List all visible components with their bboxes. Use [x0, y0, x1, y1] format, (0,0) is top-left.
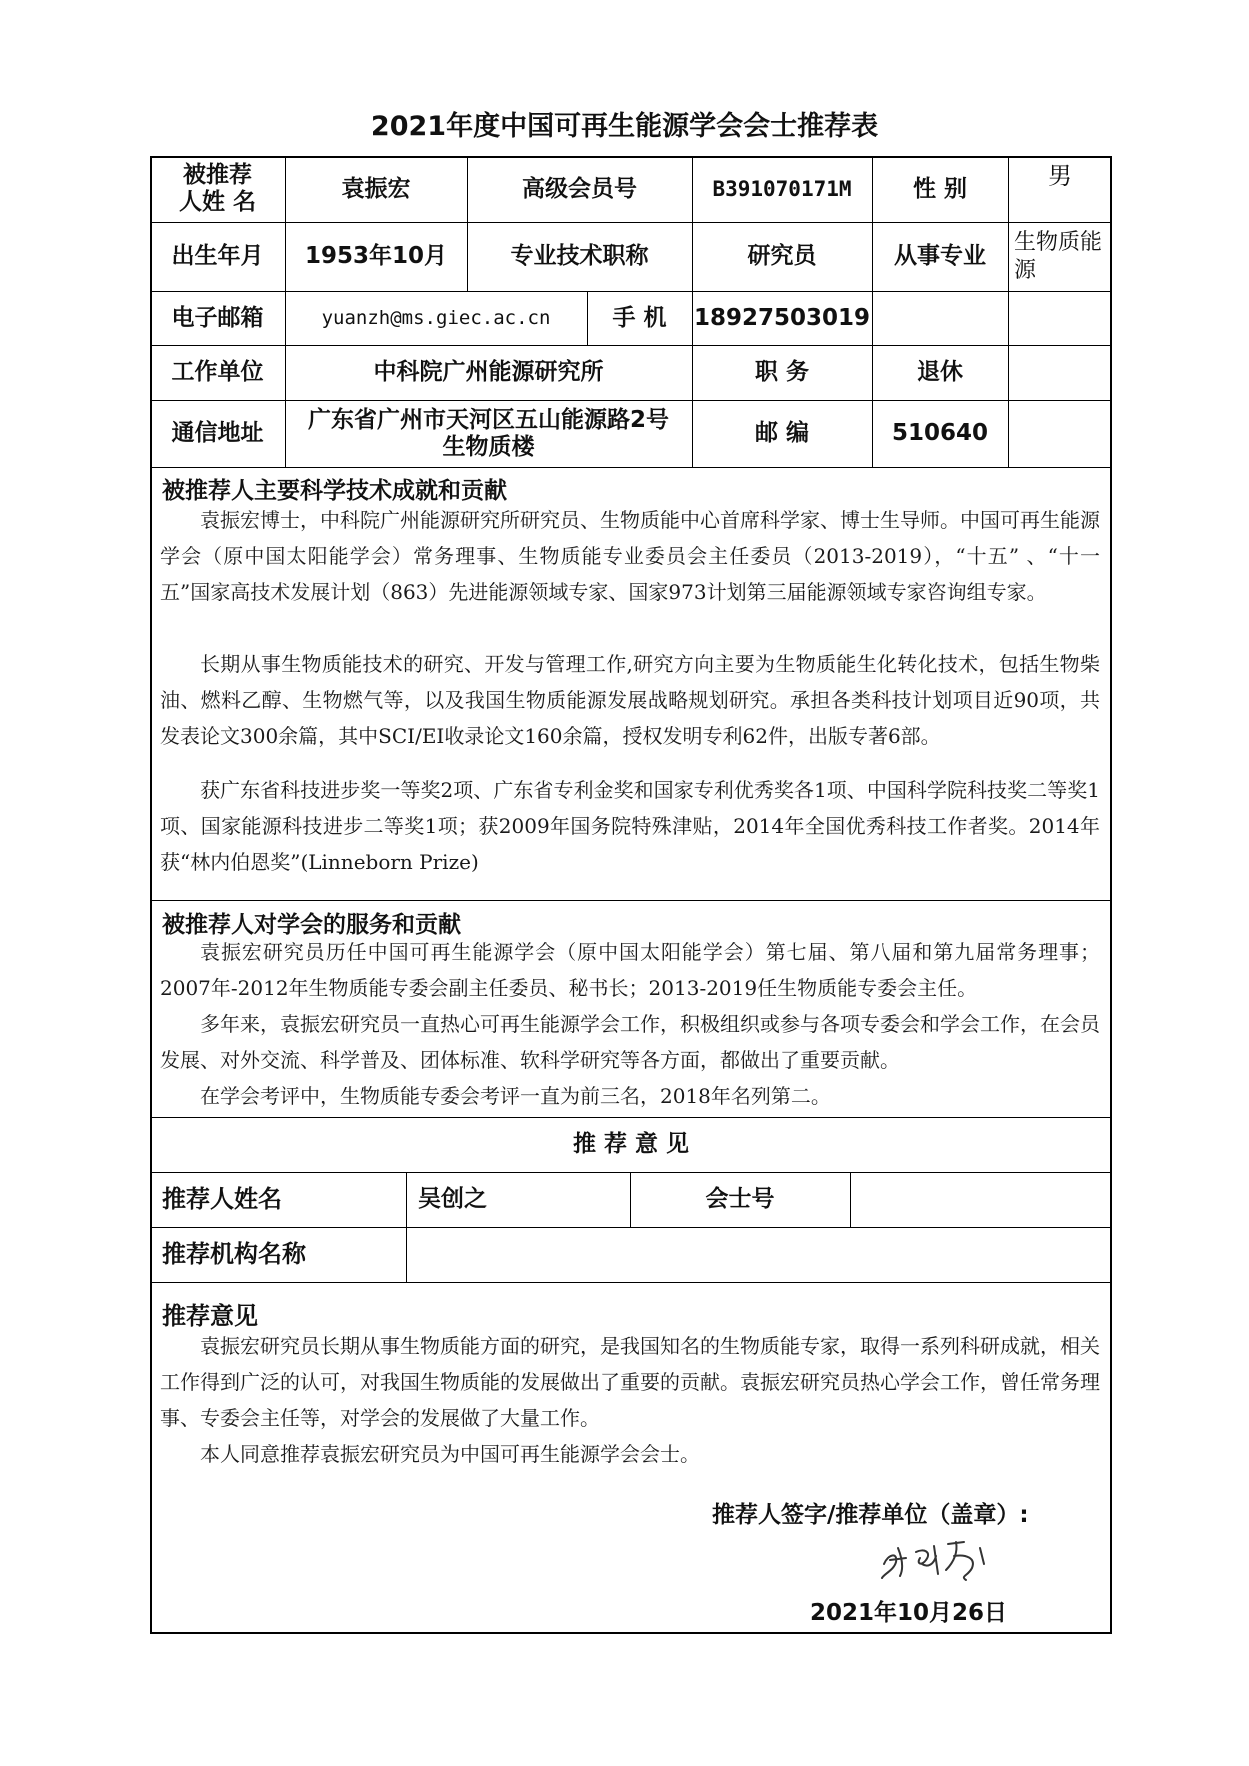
form-title: 2021年度中国可再生能源学会会士推荐表: [370, 111, 879, 142]
row-divider: [150, 467, 1112, 468]
member-no-label: 高级会员号: [522, 175, 637, 202]
service-paragraph: 多年来，袁振宏研究员一直热心可再生能源学会工作，积极组织或参与各项专委会和学会工作，在会员发展、对外交流、科学普及、团体标准、软科学研究等各方面，都做出了重要贡献。: [160, 1012, 1100, 1072]
fellow-no: [850, 1172, 1112, 1227]
work-unit: 中科院广州能源研究所: [373, 359, 604, 385]
col-divider: [1008, 156, 1009, 467]
org-name: [406, 1227, 1112, 1282]
address-label: 通信地址: [171, 420, 264, 446]
opinion-heading: 推荐意见: [162, 1302, 258, 1330]
recommender-name: 吴创之: [418, 1186, 487, 1212]
zip-code: 510640: [891, 420, 989, 446]
handwritten-signature: [876, 1534, 1006, 1586]
birth-label: 出生年月: [171, 243, 264, 269]
recommendation-section-title: 推 荐 意 见: [572, 1131, 690, 1157]
fellow-no-label: 会士号: [705, 1186, 775, 1212]
email: yuanzh@ms.giec.ac.cn: [321, 306, 551, 329]
row-divider: [150, 1282, 1112, 1283]
gender: 男: [1048, 161, 1072, 190]
achievements-heading: 被推荐人主要科学技术成就和贡献: [162, 478, 507, 504]
signature-date: 2021年10月26日: [810, 1600, 1008, 1626]
birth-date: 1953年10月: [304, 243, 448, 269]
address: 广东省广州市天河区五山能源路2号 生物质楼: [307, 406, 669, 460]
mobile-label: 手 机: [612, 304, 667, 331]
position: 退休: [917, 359, 963, 385]
service-paragraph: 袁振宏研究员历任中国可再生能源学会（原中国太阳能学会）第七届、第八届和第九届常务理事；2007年-2012年生物质能专委会副主任委员、秘书长；2013-2019任生物质能专委会主任。: [160, 940, 1100, 1000]
job-title: 研究员: [747, 243, 817, 269]
org-label: 推荐机构名称: [162, 1240, 306, 1268]
row-divider: [150, 900, 1112, 901]
nominee-name-label: 被推荐人姓 名: [178, 162, 256, 215]
position-label: 职 务: [754, 359, 809, 385]
achievements-paragraph: 获广东省科技进步奖一等奖2项、广东省专利金奖和国家专利优秀奖各1项、中国科学院科技奖二等奖1项、国家能源科技进步二等奖1项；获2009年国务院特殊津贴，2014年全国优秀科技工作者奖。2014年获“林内伯恩奖”(Linneborn Prize): [160, 778, 1100, 874]
signature-label: 推荐人签字/推荐单位（盖章）:: [712, 1502, 1029, 1528]
major: 生物质能源: [1014, 229, 1103, 283]
mobile: 18927503019: [693, 304, 871, 331]
email-label: 电子邮箱: [171, 304, 264, 331]
unit-label: 工作单位: [171, 359, 264, 385]
service-paragraph: 在学会考评中，生物质能专委会考评一直为前三名，2018年名列第二。: [200, 1084, 831, 1108]
major-label: 从事专业: [894, 243, 986, 269]
nominee-name: 袁振宏: [341, 175, 411, 202]
job-title-label: 专业技术职称: [510, 243, 649, 269]
achievements-paragraph: 长期从事生物质能技术的研究、开发与管理工作,研究方向主要为生物质能生化转化技术，包括生物柴油、燃料乙醇、生物燃气等，以及我国生物质能源发展战略规划研究。承担各类科技计划项目近90项，共发表论文300余篇，其中SCI/EI收录论文160余篇，授权发明专利62件，出版专著6部。: [160, 652, 1100, 748]
service-heading: 被推荐人对学会的服务和贡献: [162, 912, 461, 938]
recommender-name-label: 推荐人姓名: [162, 1185, 282, 1213]
member-no: B391070171M: [712, 176, 852, 201]
opinion-paragraph: 本人同意推荐袁振宏研究员为中国可再生能源学会会士。: [200, 1442, 700, 1466]
zip-label: 邮 编: [754, 420, 809, 446]
achievements-paragraph: 袁振宏博士，中科院广州能源研究所研究员、生物质能中心首席科学家、博士生导师。中国可再生能源学会（原中国太阳能学会）常务理事、生物质能专业委员会主任委员（2013-2019），“十五” 、“十一五”国家高技术发展计划（863）先进能源领域专家、国家973计划第三届能源领域专家咨询组专家。: [160, 508, 1100, 604]
opinion-paragraph: 袁振宏研究员长期从事生物质能方面的研究，是我国知名的生物质能专家，取得一系列科研成就，相关工作得到广泛的认可，对我国生物质能的发展做出了重要的贡献。袁振宏研究员热心学会工作，曾任常务理事、专委会主任等，对学会的发展做了大量工作。: [160, 1334, 1100, 1430]
gender-label: 性 别: [912, 175, 967, 202]
